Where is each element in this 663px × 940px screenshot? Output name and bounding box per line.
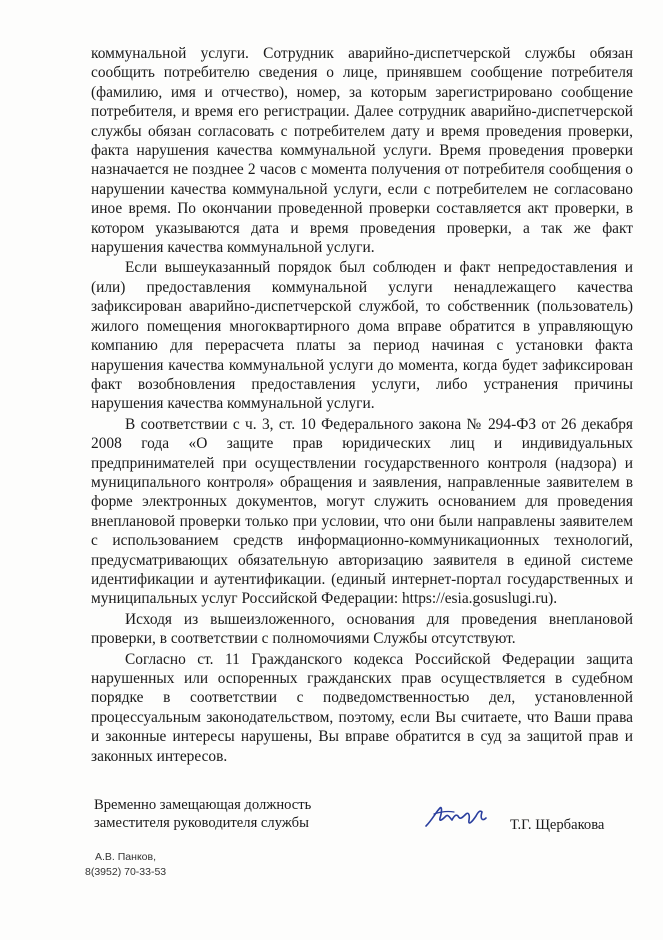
- paragraph-recalculation: Если вышеуказанный порядок был соблюден и факт непредоставления и (или) предоставления коммунальной услуги ненадлежащего качества зафиксирован аварийно-диспетчерской службой, то собственник (пользователь) жилого помещения многоквартирного дома вправе обратится в управляющую компанию для перерасчета платы за период начиная с установки факта нарушения качества коммунальной услуги до момента, когда будет зафиксирован факт возобновления предоставления услуги, либо устранения причины нарушения качества коммунальной услуги.: [91, 259, 633, 413]
- paragraph-federal-law: В соответствии с ч. 3, ст. 10 Федерального закона № 294-ФЗ от 26 декабря 2008 года «О защите прав юридических лиц и индивидуальных предпринимателей при осуществлении государственного контроля (надзора) и муниципального контроля» обращения и заявления, направленные заявителем в форме электронных документов, могут служить основанием для проведения внеплановой проверки только при условии, что они были направлены заявителем с использованием средств информационно-коммуникационных технологий, предусматривающих обязательную авторизацию заявителя в единой системе идентификации и аутентификации. (единый интернет-портал государственных и муниципальных услуг Российской Федерации: https://esia.gosuslugi.ru).: [91, 415, 633, 608]
- paragraph-conclusion: Исходя из вышеизложенного, основания для проведения внеплановой проверки, в соответствии с полномочиями Службы отсутствуют.: [91, 610, 633, 648]
- signatory-position: [94, 797, 311, 832]
- position-line-1: Временно замещающая должность: [94, 797, 312, 813]
- handwritten-signature: [420, 800, 500, 834]
- paragraph-continuation: коммунальной услуги. Сотрудник аварийно-диспетчерской службы обязан сообщить потребителю сведения о лице, принявшем сообщение потребителя (фамилию, имя и отчество), номер, за которым зарегистрировано сообщение потребителя, и время его регистрации. Далее сотрудник аварийно-диспетчерской службы обязан согласовать с потребителем дату и время проведения проверки, факта нарушения качества коммунальной услуги. Время проведения проверки назначается не позднее 2 часов с момента получения от потребителя сообщения о нарушении качества коммунальной услуги, если с потребителем не согласовано иное время. По окончании проведенной проверки составляется акт проверки, в котором указываются дата и время проведения проверки, а так же факт нарушения качества коммунальной услуги.: [91, 45, 633, 257]
- executor-name: А.В. Панков,: [95, 851, 156, 863]
- letter-body: [91, 44, 633, 766]
- signatory-name: Т.Г. Щербакова: [510, 817, 605, 833]
- position-line-2: заместителя руководителя службы: [94, 814, 309, 831]
- paragraph-civil-code: Согласно ст. 11 Гражданского кодекса Российской Федерации защита нарушенных или оспоренных гражданских прав осуществляется в судебном порядке в соответствии с подведомственностью дел, установленной процессуальным законодательством, поэтому, если Вы считаете, что Ваши права и законные интересы нарушены, Вы вправе обратится в суд за защитой прав и законных интересов.: [91, 650, 633, 765]
- executor-phone: 8(3952) 70-33-53: [85, 866, 167, 878]
- executor-info: [85, 850, 166, 880]
